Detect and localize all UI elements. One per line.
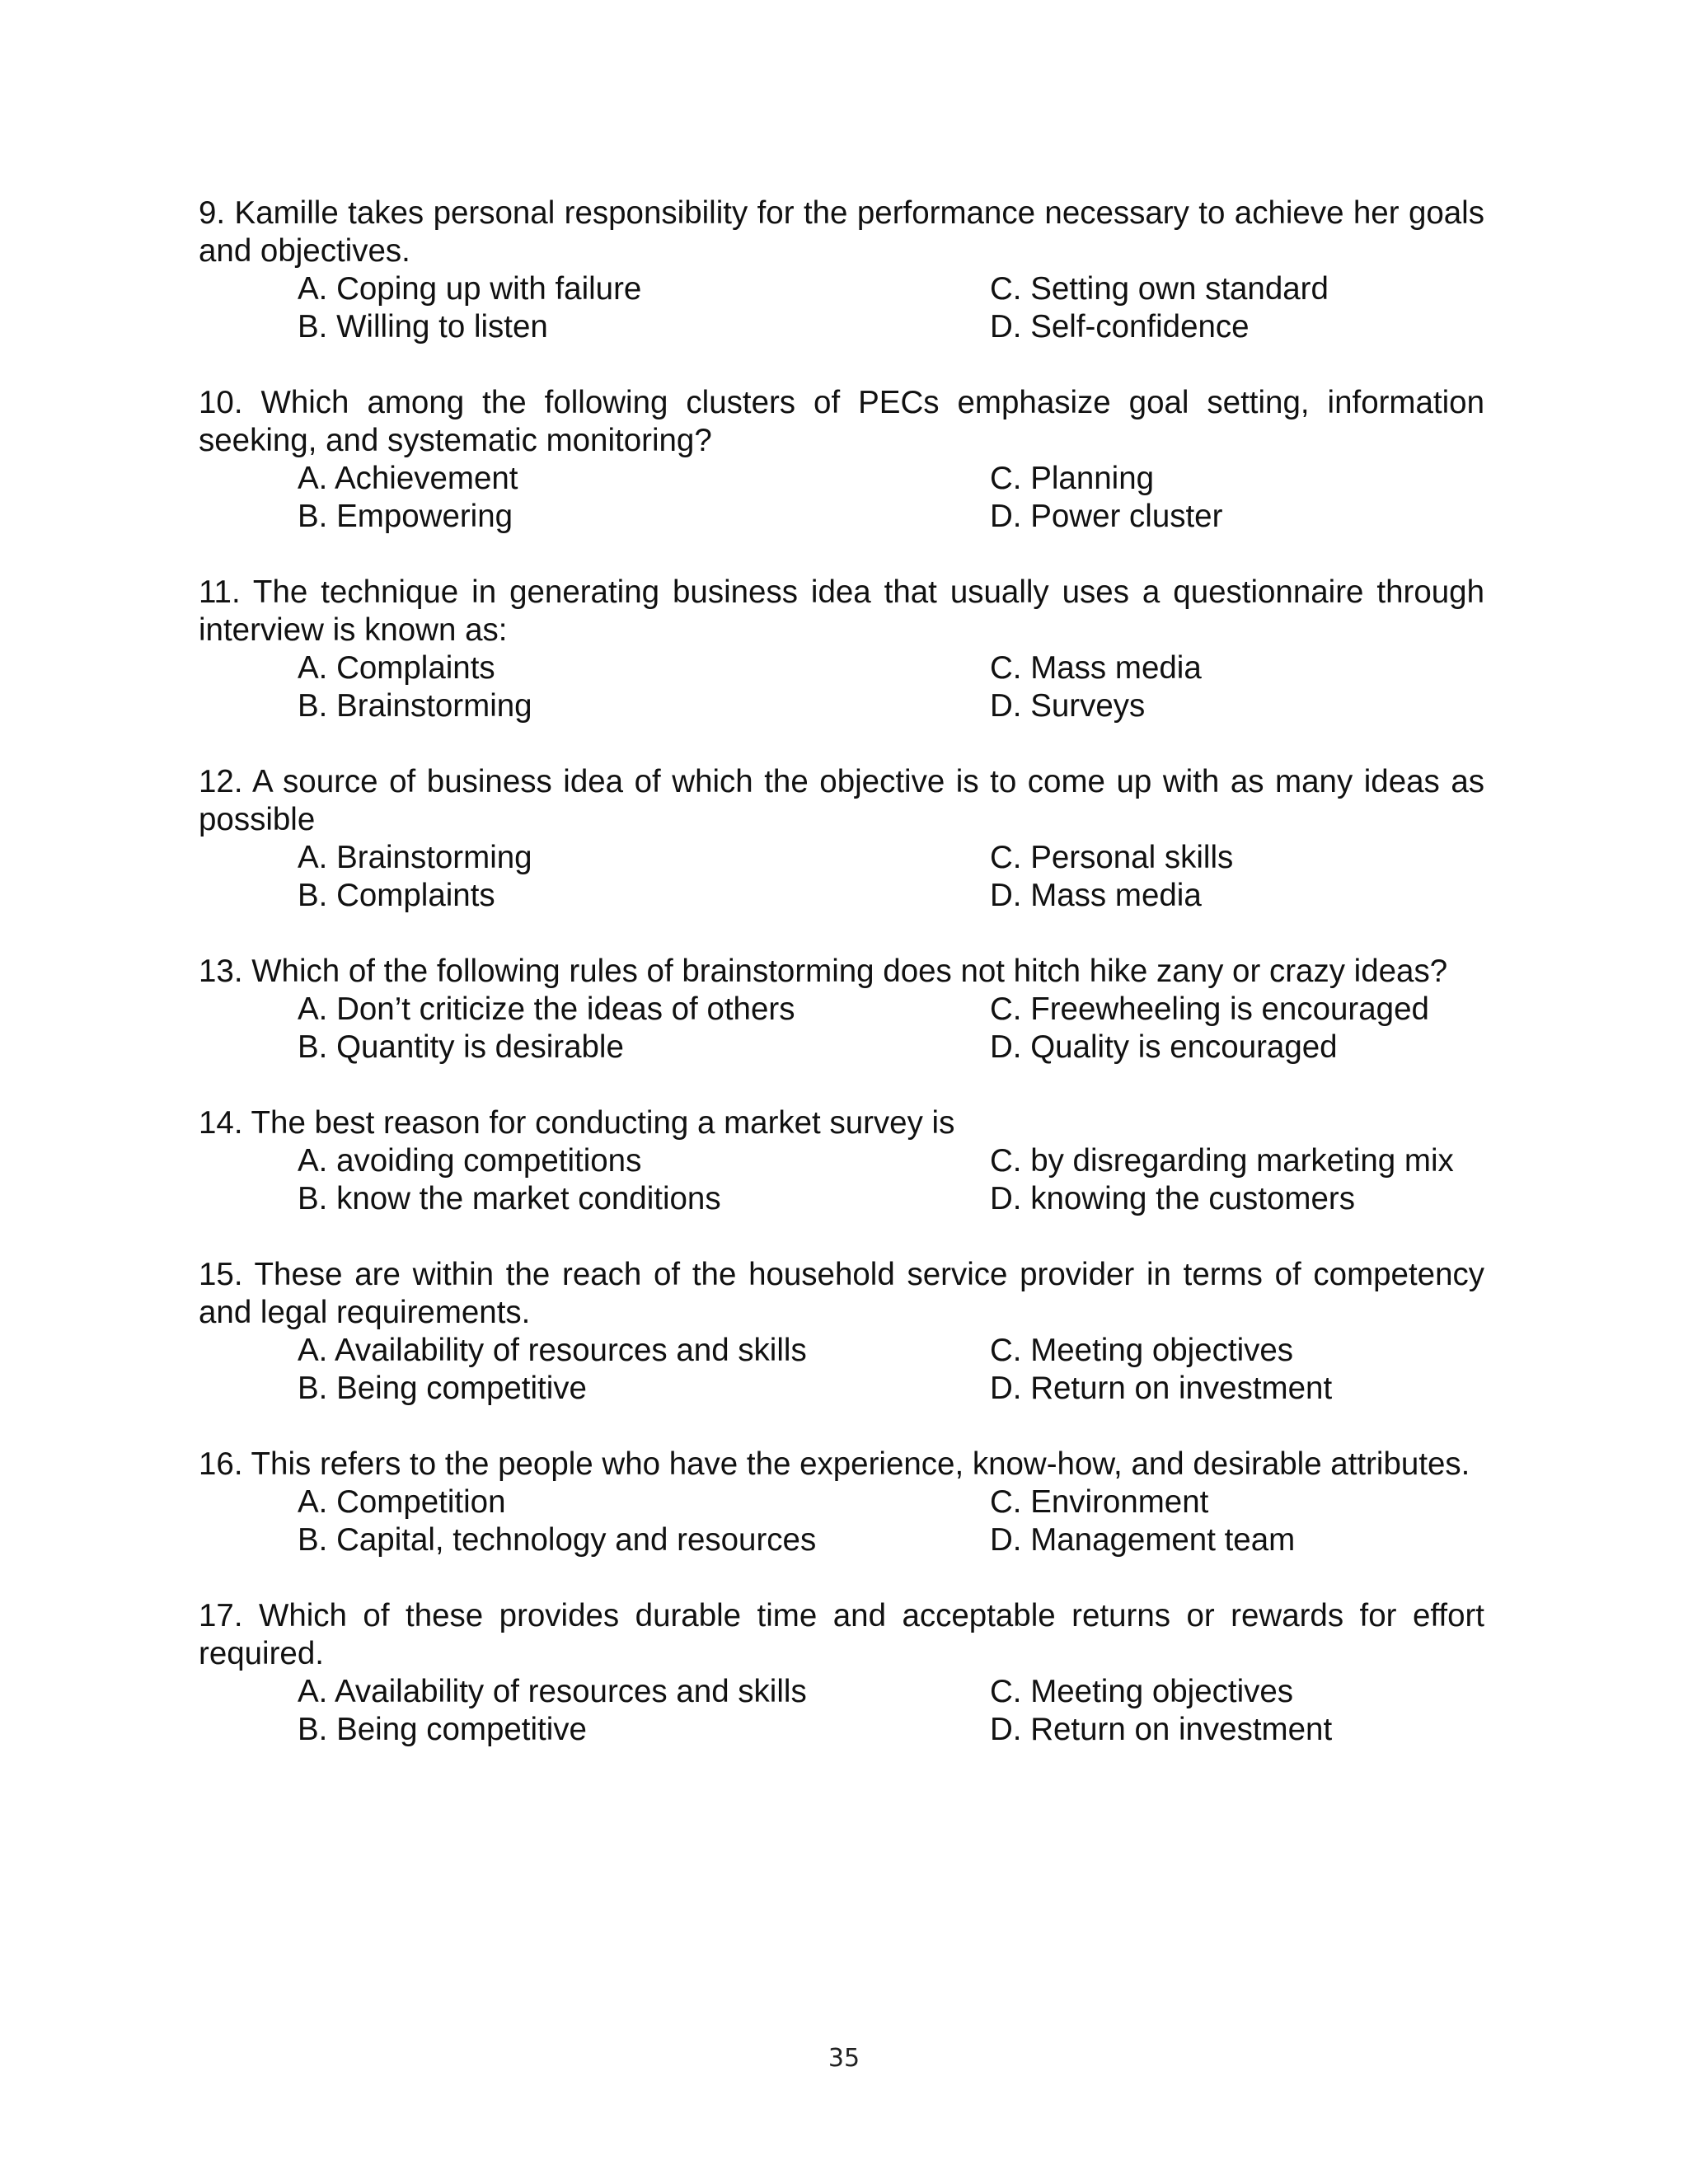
- choice-c: C. Meeting objectives: [990, 1333, 1294, 1368]
- question-stem: 15. These are within the reach of the household service provider in terms of competency and legal requirements.: [199, 1257, 1484, 1330]
- choice-grid: [199, 460, 1484, 536]
- question-15: [199, 1256, 1484, 1408]
- choice-a: A. Competition: [298, 1484, 506, 1520]
- question-12: [199, 763, 1484, 915]
- choice-d: D. Return on investment: [990, 1712, 1333, 1747]
- choice-a: A. Coping up with failure: [298, 271, 642, 307]
- choice-grid: [199, 1483, 1484, 1559]
- choice-a: A. Availability of resources and skills: [298, 1674, 807, 1709]
- choice-c: C. Personal skills: [990, 840, 1234, 875]
- choice-c: C. Setting own standard: [990, 271, 1329, 307]
- question-stem: 11. The technique in generating business idea that usually uses a questionnaire through interview is known as:: [199, 574, 1484, 648]
- choice-grid: [199, 649, 1484, 725]
- choice-grid: [199, 1332, 1484, 1408]
- choice-a: A. Complaints: [298, 650, 495, 686]
- choice-grid: [199, 1142, 1484, 1218]
- choice-d: D. Quality is encouraged: [990, 1029, 1338, 1065]
- choice-a: A. avoiding competitions: [298, 1143, 642, 1179]
- question-stem: 9. Kamille takes personal responsibility for the performance necessary to achieve her goals and objectives.: [199, 195, 1484, 269]
- question-stem: 16. This refers to the people who have the experience, know-how, and desirable attributes.: [199, 1446, 1470, 1482]
- choice-a: A. Availability of resources and skills: [298, 1333, 807, 1368]
- question-stem: 17. Which of these provides durable time and acceptable returns or rewards for effort required.: [199, 1598, 1484, 1671]
- question-11: [199, 574, 1484, 725]
- choice-b: B. Complaints: [298, 878, 495, 913]
- question-14: [199, 1104, 1484, 1218]
- question-10: [199, 384, 1484, 536]
- choice-grid: [199, 270, 1484, 346]
- choice-a: A. Brainstorming: [298, 840, 532, 875]
- choice-b: B. Willing to listen: [298, 309, 548, 344]
- choice-b: B. Being competitive: [298, 1371, 587, 1406]
- page-number: 35: [828, 2044, 860, 2073]
- question-stem: 14. The best reason for conducting a market survey is: [199, 1105, 955, 1141]
- question-stem: 10. Which among the following clusters of PECs emphasize goal setting, information seeking, and systematic monitoring?: [199, 385, 1484, 458]
- choice-b: B. know the market conditions: [298, 1181, 721, 1216]
- question-stem: 12. A source of business idea of which the objective is to come up with as many ideas as possible: [199, 764, 1484, 837]
- choice-c: C. Meeting objectives: [990, 1674, 1294, 1709]
- choice-d: D. Power cluster: [990, 499, 1223, 534]
- choice-d: D. Management team: [990, 1522, 1296, 1558]
- choice-d: D. Self-confidence: [990, 309, 1250, 344]
- question-stem: 13. Which of the following rules of brainstorming does not hitch hike zany or crazy ideas?: [199, 954, 1448, 989]
- choice-d: D. Surveys: [990, 688, 1146, 724]
- choice-a: A. Don’t criticize the ideas of others: [298, 991, 795, 1027]
- question-13: [199, 953, 1484, 1066]
- choice-a: A. Achievement: [298, 461, 518, 496]
- question-17: [199, 1597, 1484, 1749]
- choice-b: B. Quantity is desirable: [298, 1029, 624, 1065]
- choice-b: B. Capital, technology and resources: [298, 1522, 817, 1558]
- choice-d: D. Return on investment: [990, 1371, 1333, 1406]
- choice-d: D. Mass media: [990, 878, 1202, 913]
- question-9: [199, 194, 1484, 346]
- choice-d: D. knowing the customers: [990, 1181, 1355, 1216]
- question-list: [199, 194, 1484, 1787]
- choice-b: B. Empowering: [298, 499, 513, 534]
- choice-b: B. Being competitive: [298, 1712, 587, 1747]
- choice-b: B. Brainstorming: [298, 688, 532, 724]
- choice-grid: [199, 1673, 1484, 1749]
- choice-c: C. Freewheeling is encouraged: [990, 991, 1429, 1027]
- choice-c: C. Environment: [990, 1484, 1209, 1520]
- choice-c: C. Mass media: [990, 650, 1202, 686]
- choice-grid: [199, 839, 1484, 915]
- choice-c: C. by disregarding marketing mix: [990, 1143, 1454, 1179]
- choice-grid: [199, 991, 1484, 1066]
- choice-c: C. Planning: [990, 461, 1155, 496]
- question-16: [199, 1446, 1484, 1559]
